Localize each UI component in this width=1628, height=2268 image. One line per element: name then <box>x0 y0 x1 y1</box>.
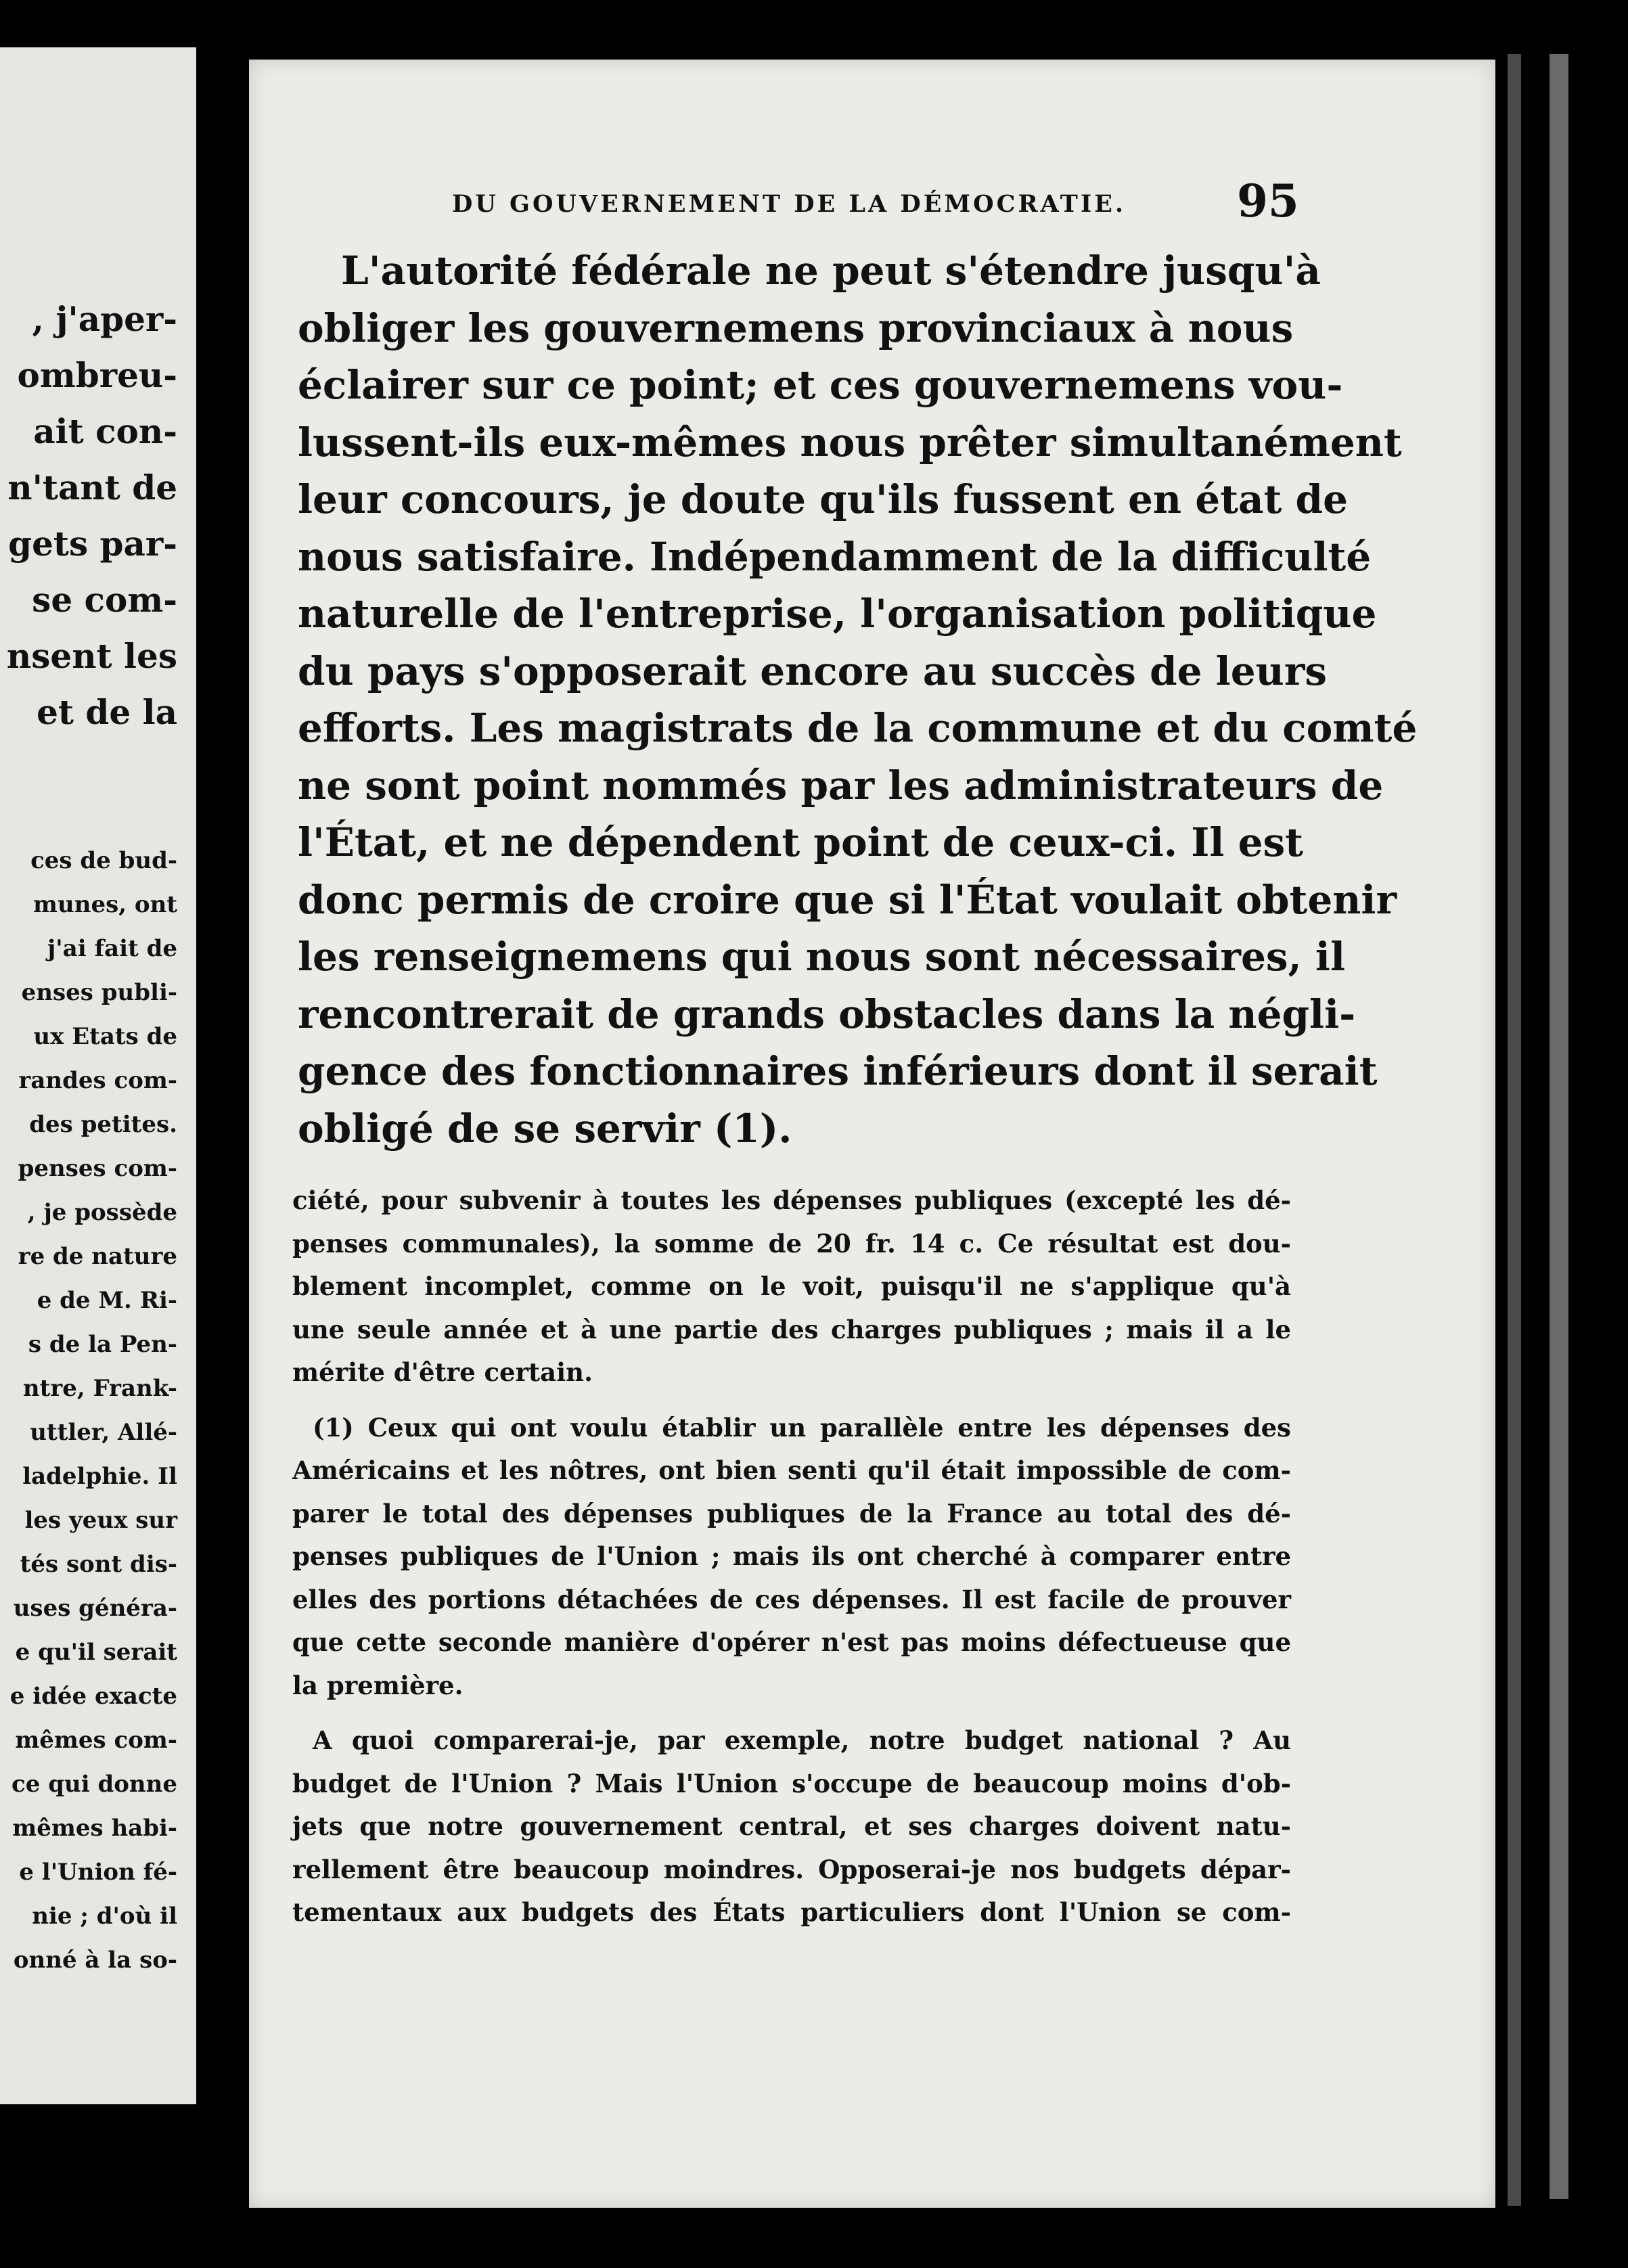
left-line: se com- <box>32 580 177 620</box>
left-note-line: j'ai fait de <box>47 935 177 962</box>
footnote-line: elles des portions détachées de ces dépenses. Il est facile de prouver <box>292 1584 1291 1614</box>
left-note-line: ntre, Frank- <box>22 1375 177 1402</box>
footnote-line: parer le total des dépenses publiques de la France au total des dé- <box>292 1498 1291 1528</box>
left-note-line: mêmes habi- <box>12 1815 177 1842</box>
left-line: , j'aper- <box>32 299 177 339</box>
left-line: et de la <box>37 692 177 732</box>
text-line: obliger les gouvernemens provinciaux à nous <box>298 304 1294 351</box>
left-note-line: e de M. Ri- <box>37 1287 177 1314</box>
left-line: gets par- <box>8 524 177 564</box>
left-note-line: s de la Pen- <box>28 1331 177 1358</box>
footnote-line: ciété, pour subvenir à toutes les dépenses publiques (excepté les dé- <box>292 1185 1291 1215</box>
footnote-continuation <box>292 1179 1291 1394</box>
text-line: nous satisfaire. Indépendamment de la difficulté <box>298 533 1372 580</box>
text-line: L'autorité fédérale ne peut s'étendre jusqu'à <box>341 248 1321 294</box>
left-note-line: tés sont dis- <box>20 1551 177 1578</box>
text-line: leur concours, je doute qu'ils fussent en état de <box>298 476 1349 522</box>
text-line: efforts. Les magistrats de la commune et du comté <box>298 705 1418 751</box>
footnote-line: A quoi comparerai-je, par exemple, notre budget national ? Au <box>313 1725 1291 1755</box>
footnote-line: une seule année et à une partie des charges publiques ; mais il a le <box>292 1314 1291 1344</box>
text-line: donc permis de croire que si l'État voulait obtenir <box>298 876 1397 923</box>
footnote-line: budget de l'Union ? Mais l'Union s'occupe de beaucoup moins d'ob- <box>292 1768 1291 1798</box>
footnote-line: mérite d'être certain. <box>292 1357 593 1387</box>
page-edge <box>1508 54 1521 2206</box>
text-line: l'État, et ne dépendent point de ceux-ci. Il est <box>298 819 1303 865</box>
left-note-line: e l'Union fé- <box>19 1859 177 1886</box>
left-note-line: ladelphie. Il <box>22 1463 177 1490</box>
left-page-fragment <box>0 47 196 2104</box>
left-note-line: enses publi- <box>21 979 177 1006</box>
text-line: éclairer sur ce point; et ces gouvernemens vou- <box>298 362 1343 408</box>
left-line: ait con- <box>33 411 177 451</box>
text-line: lussent-ils eux-mêmes nous prêter simultanément <box>298 419 1402 466</box>
footnote-line: penses publiques de l'Union ; mais ils ont cherché à comparer entre <box>292 1541 1291 1571</box>
left-page-main-text <box>7 291 177 740</box>
footnotes <box>292 1179 1291 1934</box>
left-note-line: des petites. <box>29 1111 177 1138</box>
left-note-line: nie ; d'où il <box>32 1903 177 1930</box>
text-line: les renseignemens qui nous sont nécessaires, il <box>298 934 1345 980</box>
footnote-1 <box>292 1407 1291 1708</box>
page-number: 95 <box>1237 175 1299 227</box>
book-page <box>249 60 1495 2208</box>
left-note-line: munes, ont <box>33 891 177 918</box>
text-line: du pays s'opposerait encore au succès de leurs <box>298 648 1328 694</box>
left-note-line: uttler, Allé- <box>30 1419 177 1446</box>
left-note-line: ux Etats de <box>33 1023 177 1050</box>
left-note-line: re de nature <box>18 1243 177 1270</box>
text-line: rencontrerait de grands obstacles dans la négli- <box>298 991 1356 1037</box>
footnote-line: (1) Ceux qui ont voulu établir un parallèle entre les dépenses des <box>313 1412 1291 1443</box>
running-head: DU GOUVERNEMENT DE LA DÉMOCRATIE. <box>452 190 1127 218</box>
left-line: nsent les <box>6 636 177 676</box>
left-note-line: randes com- <box>18 1067 177 1094</box>
footnote-line: la première. <box>292 1670 463 1700</box>
left-note-line: e qu'il serait <box>15 1639 177 1666</box>
footnote-line: jets que notre gouvernement central, et ses charges doivent natu- <box>292 1811 1291 1841</box>
left-note-line: e idée exacte <box>9 1683 177 1710</box>
main-paragraph <box>298 242 1418 1157</box>
left-note-line: uses généra- <box>13 1595 177 1622</box>
text-line: obligé de se servir (1). <box>298 1105 792 1152</box>
footnote-line: Américains et les nôtres, ont bien senti qu'il était impossible de com- <box>292 1455 1291 1485</box>
footnote-paragraph <box>292 1719 1291 1934</box>
text-line: naturelle de l'entreprise, l'organisation politique <box>298 591 1377 637</box>
left-line: ombreu- <box>17 355 177 395</box>
footnote-line: rellement être beaucoup moindres. Opposerai-je nos budgets dépar- <box>292 1854 1291 1884</box>
footnote-line: penses communales), la somme de 20 fr. 14 c. Ce résultat est dou- <box>292 1228 1291 1258</box>
left-note-line: ces de bud- <box>30 847 177 874</box>
footnote-line: blement incomplet, comme on le voit, puisqu'il ne s'applique qu'à <box>292 1271 1291 1301</box>
footnote-line: tementaux aux budgets des États particuliers dont l'Union se com- <box>292 1897 1291 1927</box>
left-line: n'tant de <box>7 468 177 507</box>
left-note-line: penses com- <box>18 1155 177 1182</box>
left-note-line: mêmes com- <box>15 1727 177 1754</box>
left-page-footnote <box>10 839 177 1982</box>
text-line: ne sont point nommés par les administrateurs de <box>298 762 1384 809</box>
left-note-line: onné à la so- <box>13 1947 177 1974</box>
text-line: gence des fonctionnaires inférieurs dont il serait <box>298 1048 1378 1094</box>
left-note-line: , je possède <box>27 1199 177 1226</box>
page-edge <box>1550 54 1568 2199</box>
left-note-line: les yeux sur <box>24 1507 177 1534</box>
footnote-line: que cette seconde manière d'opérer n'est pas moins défectueuse que <box>292 1627 1291 1657</box>
left-note-line: ce qui donne <box>12 1771 177 1798</box>
